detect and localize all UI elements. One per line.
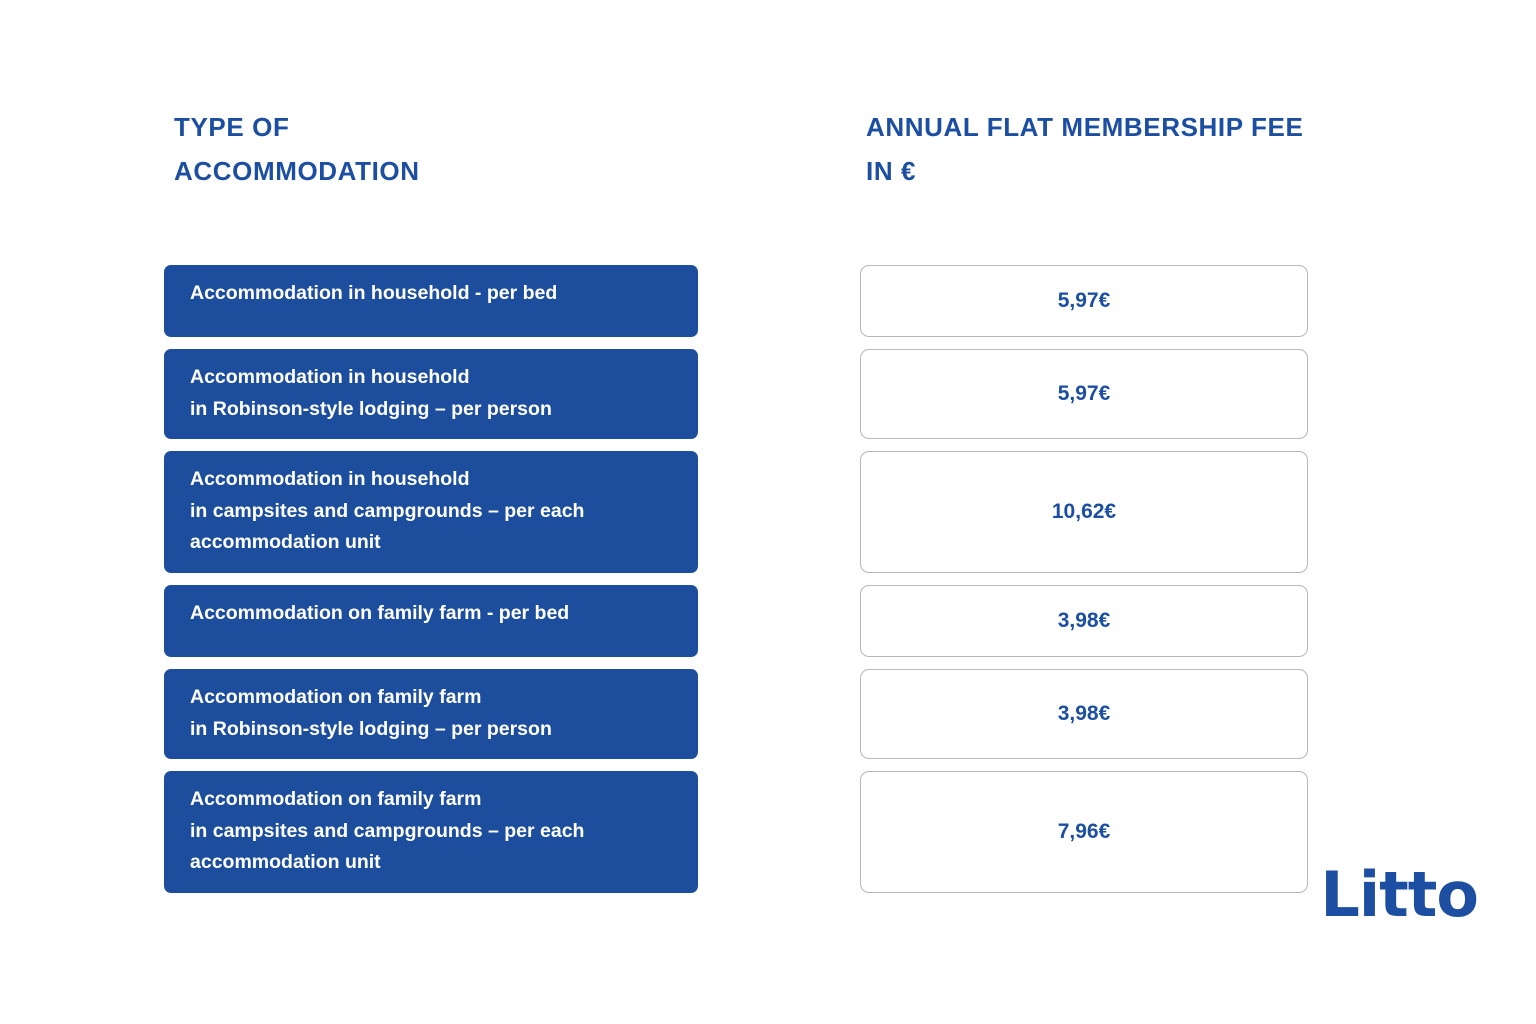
table-row bbox=[0, 349, 1536, 445]
accommodation-type-chip bbox=[164, 585, 698, 657]
fee-value: 7,96€ bbox=[1057, 820, 1111, 843]
fee-table bbox=[0, 265, 1536, 905]
fee-value: 5,97€ bbox=[1057, 382, 1111, 405]
accommodation-type-line: in Robinson-style lodging – per person bbox=[190, 397, 552, 420]
accommodation-type-line: Accommodation in household bbox=[190, 468, 470, 490]
accommodation-type-line: in Robinson-style lodging – per person bbox=[190, 717, 552, 740]
table-row bbox=[0, 451, 1536, 579]
accommodation-type-line: Accommodation in household - per bed bbox=[190, 282, 558, 304]
accommodation-type-chip bbox=[164, 349, 698, 439]
accommodation-type-line: Accommodation in household bbox=[190, 366, 470, 388]
fee-value: 3,98€ bbox=[1057, 702, 1111, 725]
table-row bbox=[0, 265, 1536, 343]
table-row bbox=[0, 585, 1536, 663]
fee-card bbox=[860, 349, 1308, 439]
fee-value: 3,98€ bbox=[1057, 609, 1111, 632]
heading-line: TYPE OF bbox=[174, 112, 290, 142]
accommodation-type-line: Accommodation on family farm bbox=[190, 686, 482, 708]
heading-line: ACCOMMODATION bbox=[174, 156, 420, 187]
fee-value: 10,62€ bbox=[1051, 500, 1117, 523]
accommodation-type-line: accommodation unit bbox=[190, 531, 381, 554]
accommodation-type-line: Accommodation on family farm bbox=[190, 788, 482, 810]
fee-card bbox=[860, 265, 1308, 337]
accommodation-type-line: Accommodation on family farm - per bed bbox=[190, 602, 570, 624]
fee-card bbox=[860, 451, 1308, 573]
heading-line: IN € bbox=[866, 156, 917, 187]
fee-card bbox=[860, 771, 1308, 893]
accommodation-type-line: in campsites and campgrounds – per each bbox=[190, 819, 585, 842]
heading-line: ANNUAL FLAT MEMBERSHIP FEE bbox=[866, 112, 1304, 142]
accommodation-type-chip bbox=[164, 771, 698, 893]
fee-card bbox=[860, 585, 1308, 657]
column-heading-accommodation-type bbox=[174, 105, 594, 193]
fee-card bbox=[860, 669, 1308, 759]
table-row bbox=[0, 669, 1536, 765]
table-row bbox=[0, 771, 1536, 899]
litto-logo: Litto bbox=[1320, 858, 1478, 931]
accommodation-type-line: in campsites and campgrounds – per each bbox=[190, 499, 585, 522]
fee-value: 5,97€ bbox=[1057, 289, 1111, 312]
accommodation-type-chip bbox=[164, 265, 698, 337]
column-heading-annual-fee bbox=[866, 105, 1366, 193]
accommodation-type-chip bbox=[164, 451, 698, 573]
accommodation-type-chip bbox=[164, 669, 698, 759]
accommodation-type-line: accommodation unit bbox=[190, 851, 381, 874]
